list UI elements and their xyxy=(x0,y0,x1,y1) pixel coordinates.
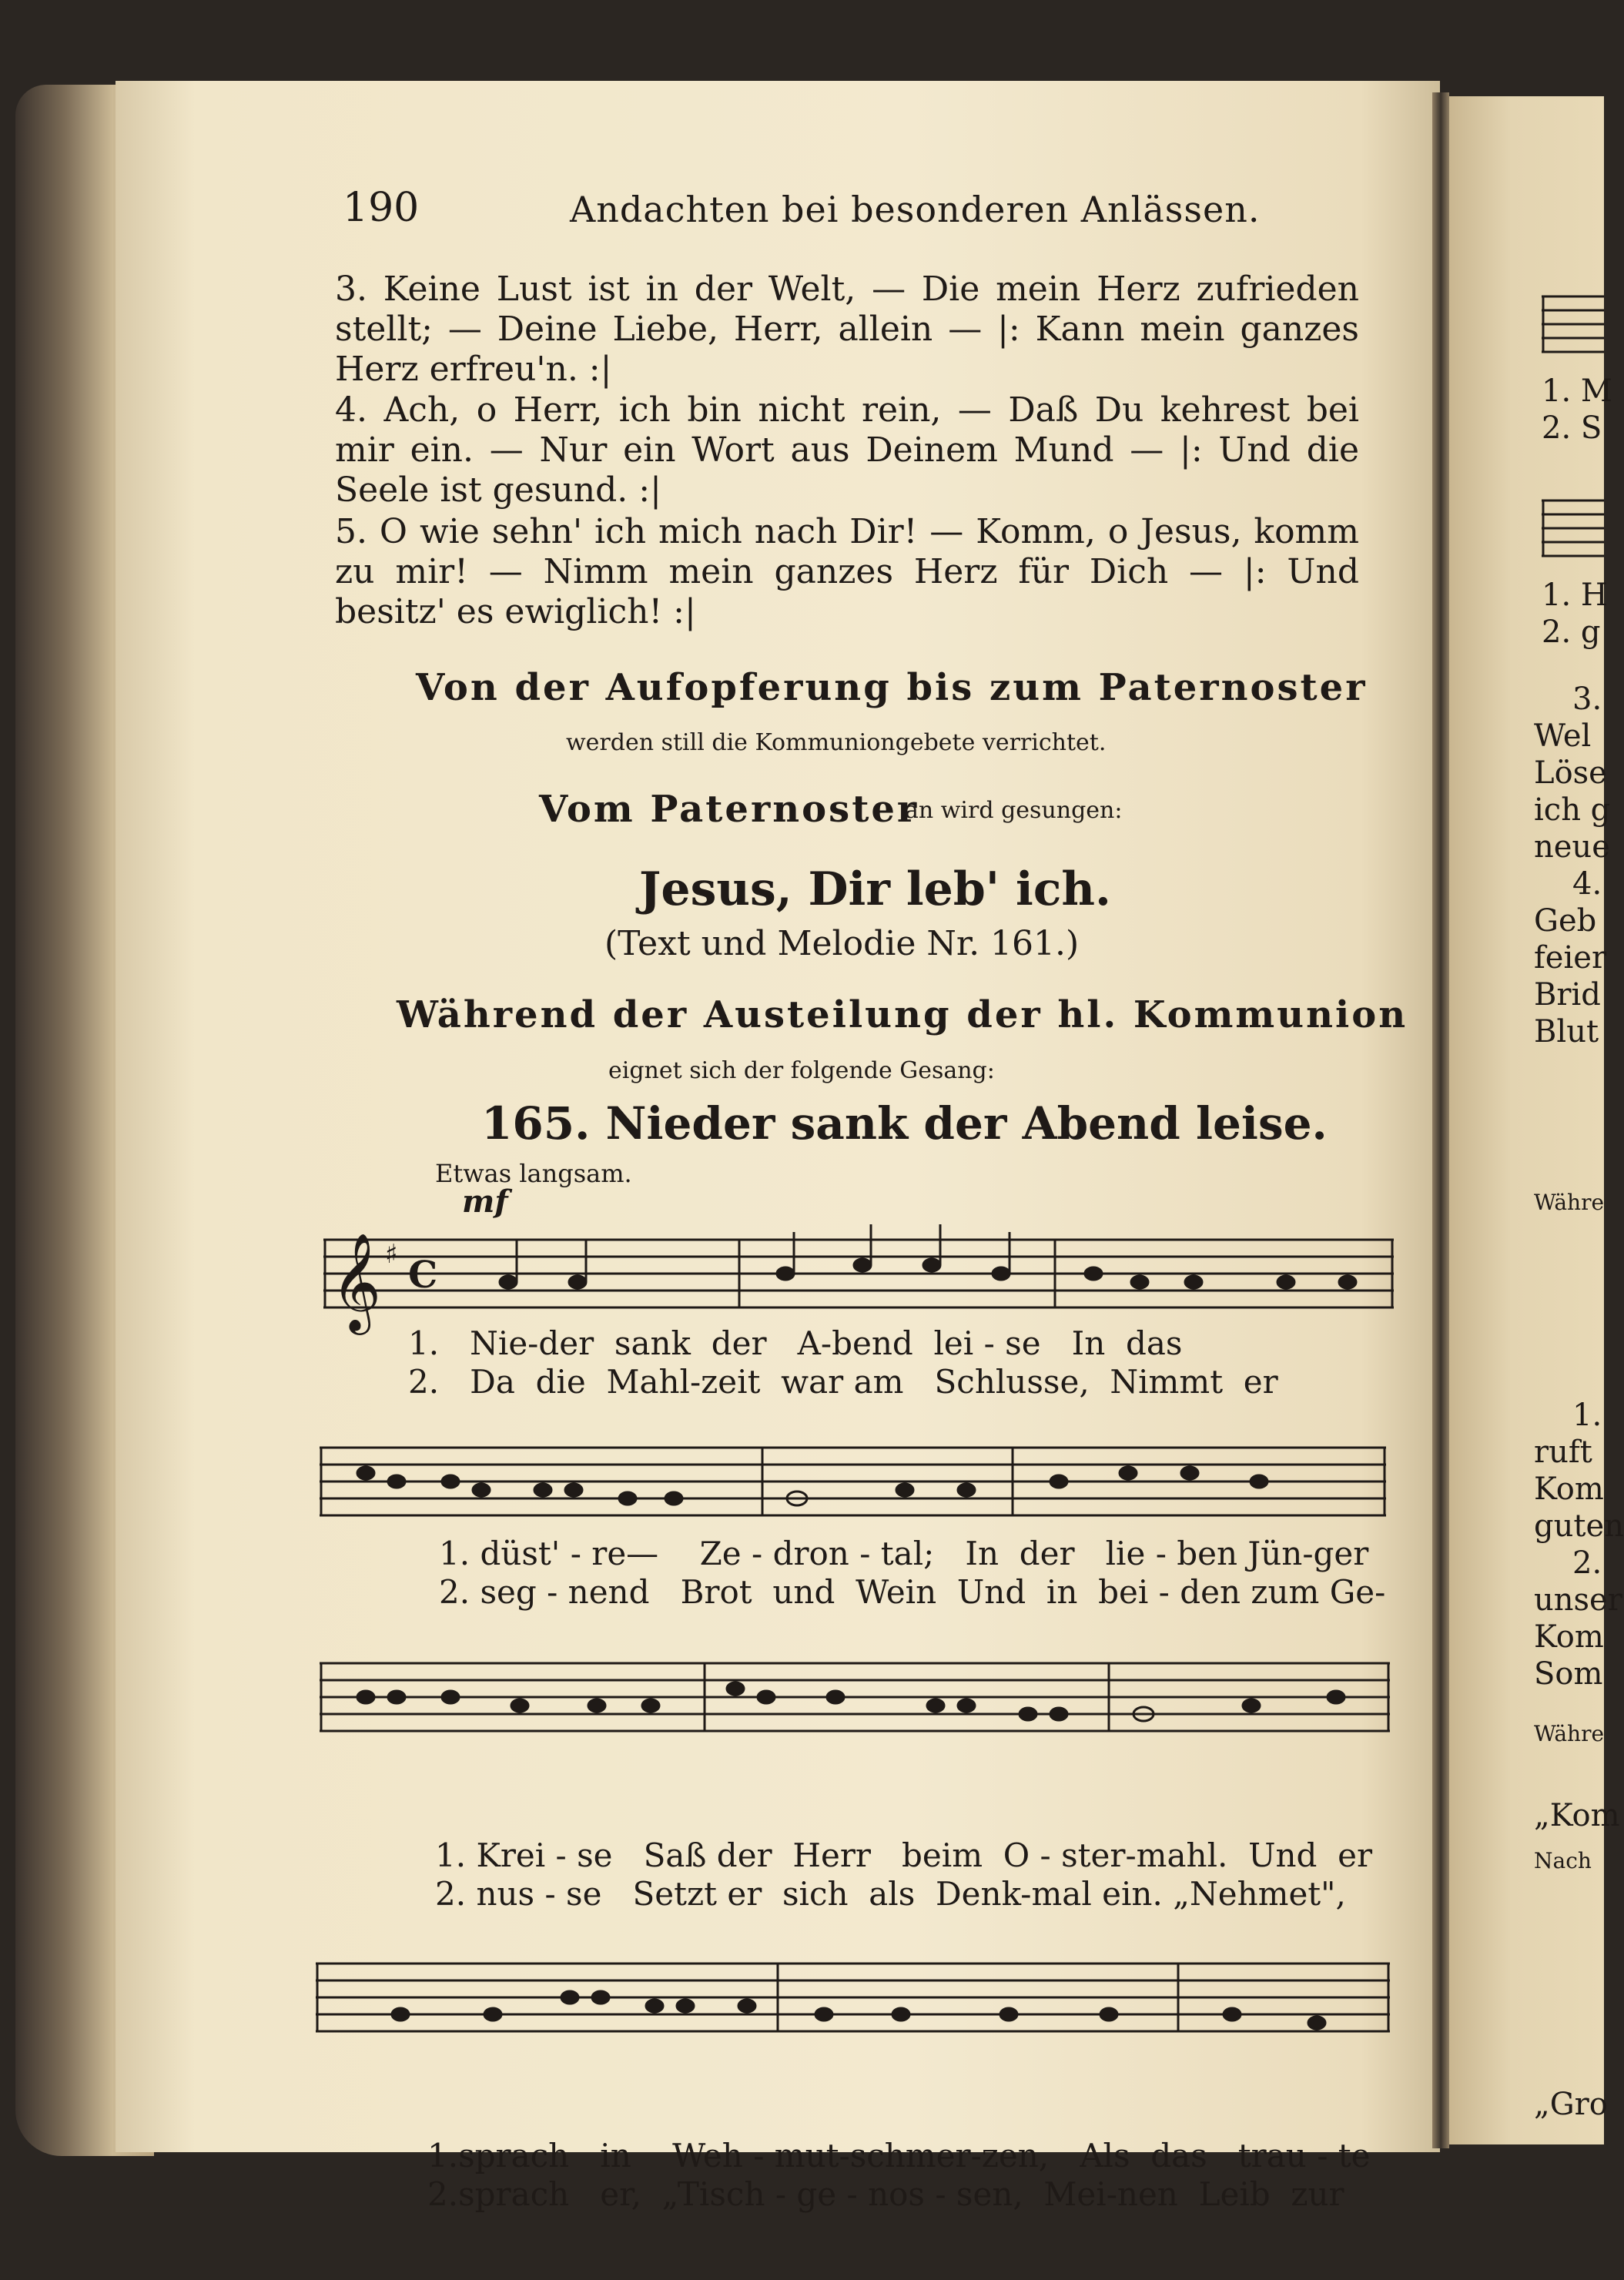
facing-fragment: neue xyxy=(1534,829,1610,865)
lyric-s2-l1: 1. düst' - re— Ze - dron - tal; In der lie - ben Jün-ger xyxy=(439,1535,1369,1572)
heading-aufopferung: Von der Aufopferung bis zum Paternoster xyxy=(416,666,1368,709)
facing-fragment: Brid xyxy=(1534,977,1601,1013)
facing-fragment: 3. xyxy=(1572,681,1602,717)
facing-fragment: feier xyxy=(1534,940,1607,976)
lyric-s3-l1: 1. Krei - se Saß der Herr beim O - ster-mahl. Und er xyxy=(435,1836,1373,1874)
facing-fragment: Wel xyxy=(1534,718,1592,754)
facing-fragment: Nach xyxy=(1534,1848,1592,1873)
verse-4: 4. Ach, o Herr, ich bin nicht rein, — Daß Du kehrest bei mir ein. — Nur ein Wort aus Deinem Mund — |: Und die Seele ist gesund. :| xyxy=(335,390,1359,510)
common-time-icon: C xyxy=(408,1254,438,1297)
facing-fragment: Kom xyxy=(1534,1619,1604,1655)
facing-fragment: unser xyxy=(1534,1582,1622,1618)
heading-paternoster-tail: an wird gesungen: xyxy=(905,797,1123,824)
lyric-s4-l2: 2.sprach er, „Tisch - ge - nos - sen, Mei-nen Leib zur xyxy=(427,2175,1344,2213)
running-title: Andachten bei besonderen Anlässen. xyxy=(570,189,1261,230)
book-gutter xyxy=(1432,92,1449,2148)
facing-fragment: ruft xyxy=(1534,1435,1592,1470)
music-staff-1 xyxy=(323,1217,1394,1340)
verse-5: 5. O wie sehn' ich mich nach Dir! — Komm, o Jesus, komm zu mir! — Nimm mein ganzes Herz für Dich — |: Und besitz' es ewiglich! :| xyxy=(335,512,1359,631)
facing-fragment: ich g xyxy=(1534,792,1611,828)
facing-fragment: 2. xyxy=(1572,1545,1602,1581)
facing-fragment: guten xyxy=(1534,1508,1624,1544)
facing-fragment: 2. S xyxy=(1542,410,1602,446)
lyric-s1-l2: 2. Da die Mahl-zeit war am Schlusse, Nimmt er xyxy=(408,1363,1278,1401)
facing-fragment: Geb xyxy=(1534,903,1597,939)
treble-clef-icon: 𝄞 xyxy=(331,1232,382,1331)
music-staff-4 xyxy=(316,1940,1390,2056)
facing-staff-1 xyxy=(1449,289,1604,358)
facing-page xyxy=(1449,96,1624,2144)
heading-kommunion: Während der Austeilung der hl. Kommunion xyxy=(397,993,1408,1036)
facing-fragment: 1. H xyxy=(1542,578,1608,613)
lyric-s1-l1: 1. Nie-der sank der A-bend lei - se In das xyxy=(408,1324,1183,1362)
facing-fragment: Währe xyxy=(1534,1190,1605,1215)
song-title: Jesus, Dir leb' ich. xyxy=(639,862,1111,916)
hymn-title: 165. Nieder sank der Abend leise. xyxy=(481,1097,1328,1150)
facing-fragment: 1. M xyxy=(1542,373,1612,409)
facing-staff-2 xyxy=(1449,493,1604,562)
song-reference: (Text und Melodie Nr. 161.) xyxy=(604,924,1080,963)
lyric-s3-l2: 2. nus - se Setzt er sich als Denk-mal ein. „Nehmet", xyxy=(435,1875,1346,1913)
facing-fragment: 4. xyxy=(1572,866,1602,902)
facing-fragment: Löse xyxy=(1534,755,1607,791)
lyric-s4-l1: 1.sprach in Weh - mut-schmer-zen, Als das trau - te xyxy=(427,2137,1371,2175)
page-number: 190 xyxy=(343,185,420,231)
heading-paternoster: Vom Paternoster xyxy=(539,788,919,831)
music-staff-2 xyxy=(320,1425,1386,1540)
music-staff-3 xyxy=(320,1640,1390,1756)
facing-fragment: Währe xyxy=(1534,1721,1605,1746)
facing-fragment: 2. g xyxy=(1542,614,1601,650)
facing-fragment: Som xyxy=(1534,1656,1603,1692)
verse-3: 3. Keine Lust ist in der Welt, — Die mein Herz zufrieden stellt; — Deine Liebe, Herr, allein — |: Kann mein ganzes Herz erfreu'n. :| xyxy=(335,270,1359,389)
heading-aufopferung-sub: werden still die Kommuniongebete verrichtet. xyxy=(566,729,1107,756)
lyric-s2-l2: 2. seg - nend Brot und Wein Und in bei - den zum Ge- xyxy=(439,1573,1386,1611)
left-page xyxy=(116,81,1440,2213)
tempo-marking: Etwas langsam. xyxy=(435,1159,632,1188)
facing-fragment: Kom xyxy=(1534,1471,1604,1507)
facing-fragment: „Gro xyxy=(1534,2087,1608,2122)
facing-fragment: „Kom xyxy=(1534,1798,1620,1833)
sharp-icon: ♯ xyxy=(385,1239,398,1270)
dynamic-marking: mf xyxy=(462,1184,508,1220)
facing-fragment: Blut xyxy=(1534,1014,1599,1050)
heading-kommunion-sub: eignet sich der folgende Gesang: xyxy=(608,1057,995,1084)
facing-fragment: 1. xyxy=(1572,1398,1602,1433)
